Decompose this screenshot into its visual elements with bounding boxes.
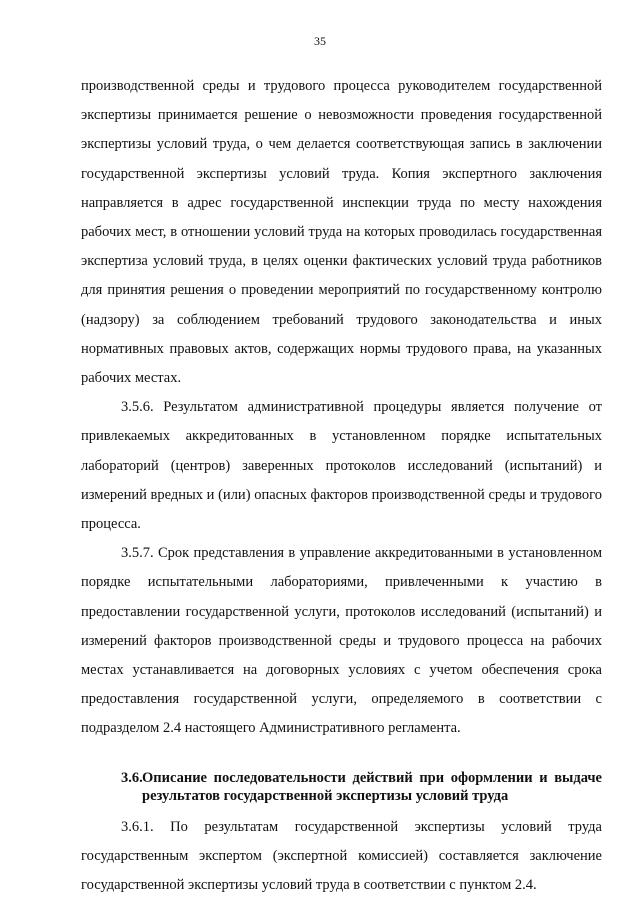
section-number: 3.6.: [121, 769, 143, 786]
paragraph-continuation: производственной среды и трудового процесса руководителем государственной экспертизы принимается решение о невозможности проведения государственной экспертизы условий труда, о чем делается соответствующая запись в заключении государственной экспертизы условий труда. Копия экспертного заключения направляется в адрес государственной инспекции труда по месту нахождения рабочих мест, в отношении условий труда на которых проводилась государственная экспертиза условий труда, в целях оценки фактических условий труда работников для принятия решения о проведении мероприятий по государственному контролю (надзору) за соблюдением требований трудового законодательства и иных нормативных правовых актов, содержащих нормы трудового права, на указанных рабочих местах.: [81, 78, 602, 387]
paragraph-3-6-1: 3.6.1. По результатам государственной экспертизы условий труда государственным экспертом (экспертной комиссией) составляется заключение государственной экспертизы условий труда в соответствии с пунктом 2.4.: [81, 818, 602, 894]
page-number: 35: [314, 34, 326, 48]
section-heading-3-6: [81, 769, 602, 805]
document-body: [81, 72, 602, 900]
paragraph-3-5-7: 3.5.7. Срок представления в управление аккредитованными в установленном порядке испытательными лабораториями, привлеченными к участию в предоставлении государственной услуги, протоколов исследований (испытаний) и измерений факторов производственной среды и трудового процесса на рабочих местах устанавливается на договорных условиях с учетом обеспечения срока предоставления государственной услуги, определяемого в соответствии с подразделом 2.4 настоящего Административного регламента.: [81, 545, 602, 737]
paragraph-3-5-6: 3.5.6. Результатом административной процедуры является получение от привлекаемых аккредитованных в установленном порядке испытательных лабораторий (центров) заверенных протоколов исследований (испытаний) и измерений вредных и (или) опасных факторов производственной среды и трудового процесса.: [81, 399, 602, 533]
section-title: Описание последовательности действий при оформлении и выдаче результатов государственной экспертизы условий труда: [142, 769, 602, 804]
